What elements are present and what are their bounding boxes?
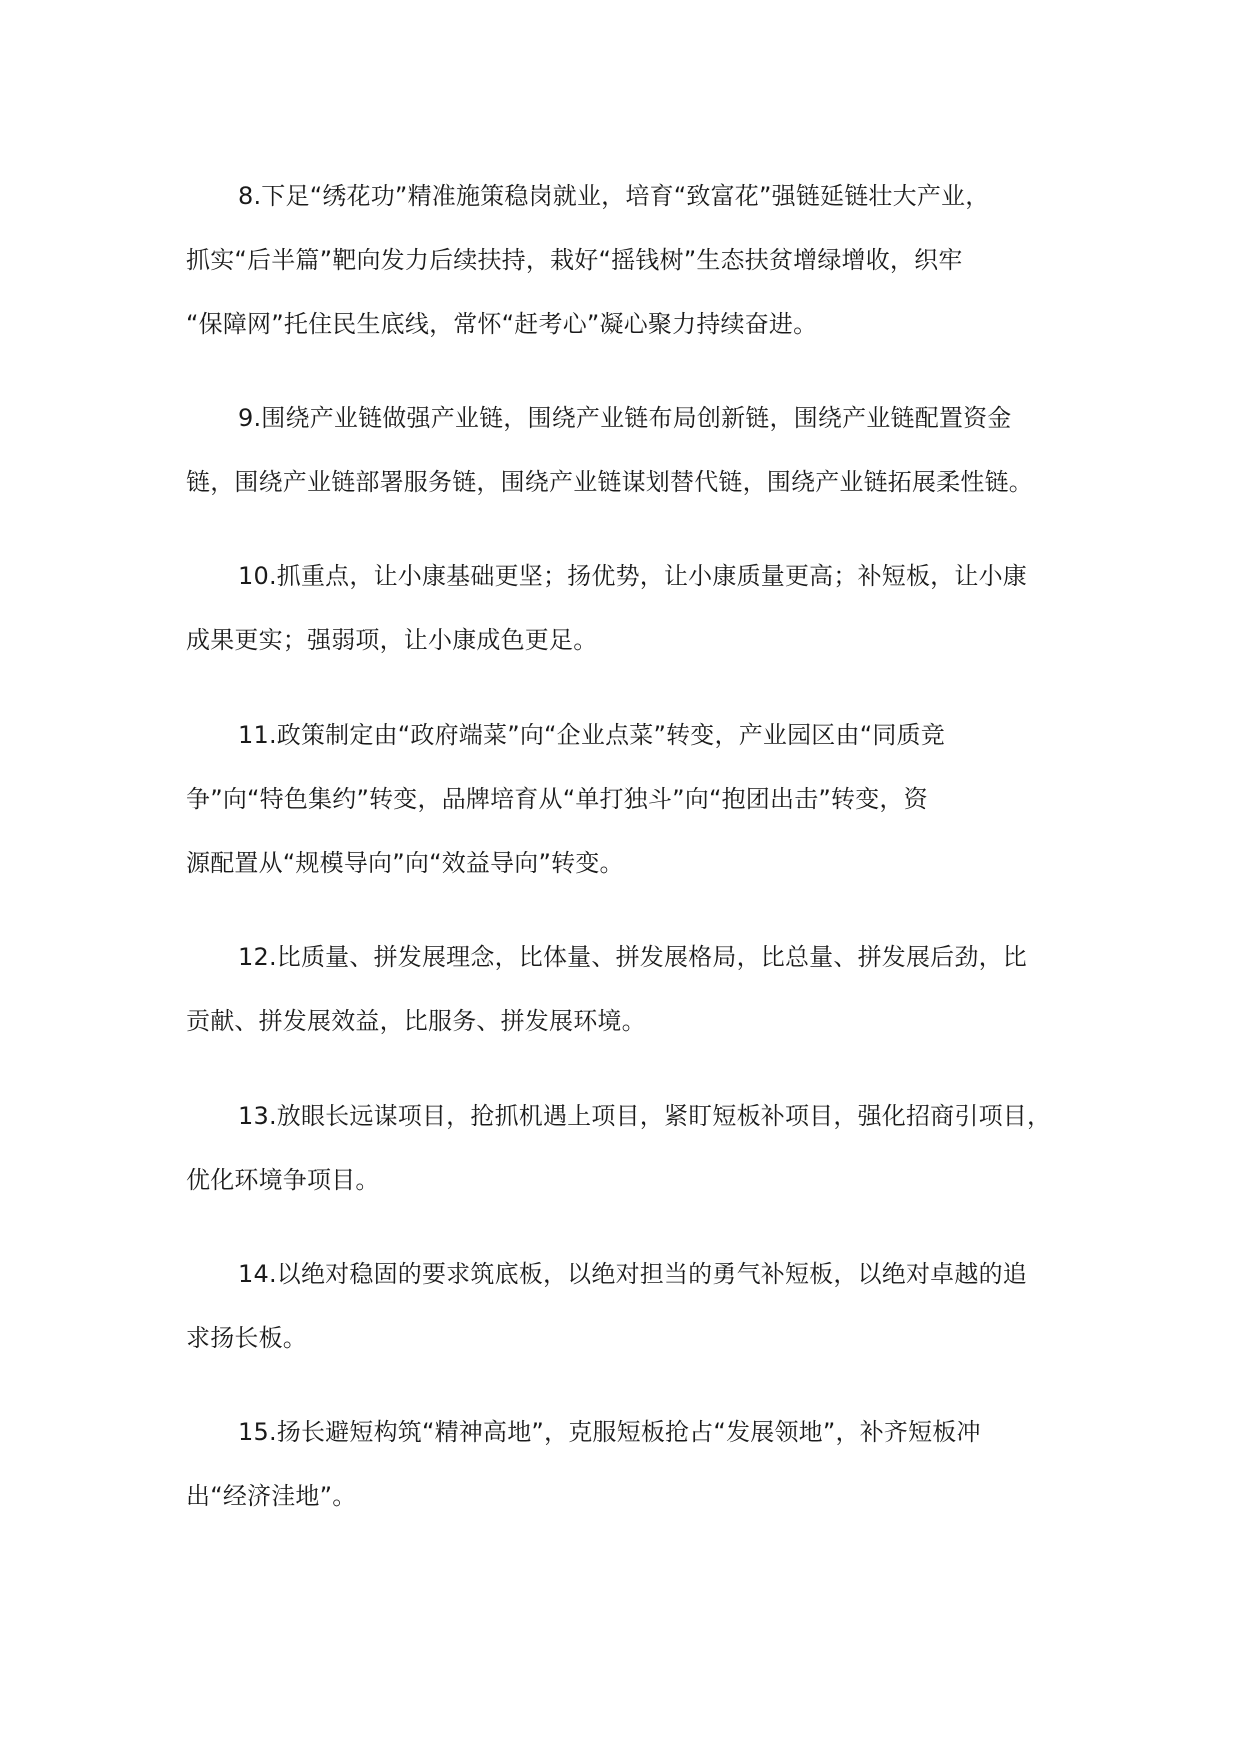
paragraph-line: “保障网”托住民生底线，常怀“赶考心”凝心聚力持续奋进。 [186,310,818,338]
paragraph-line: 14.以绝对稳固的要求筑底板，以绝对担当的勇气补短板，以绝对卓越的追 [238,1260,1027,1288]
paragraph-line: 10.抓重点，让小康基础更坚；扬优势，让小康质量更高；补短板，让小康 [238,562,1027,590]
paragraph-13 [186,1084,1066,1212]
paragraph-line: 8.下足“绣花功”精准施策稳岗就业，培育“致富花”强链延链壮大产业， [238,182,990,210]
paragraph-line: 9.围绕产业链做强产业链，围绕产业链布局创新链，围绕产业链配置资金 [238,404,1012,432]
paragraph-line: 出“经济洼地”。 [186,1482,357,1510]
paragraph-line: 15.扬长避短构筑“精神高地”，克服短板抢占“发展领地”，补齐短板冲 [238,1418,981,1446]
paragraph-15 [186,1400,1066,1528]
paragraph-line: 源配置从“规模导向”向“效益导向”转变。 [186,849,624,877]
paragraph-line: 求扬长板。 [186,1324,307,1352]
paragraph-line: 11.政策制定由“政府端菜”向“企业点菜”转变，产业园区由“同质竞 [238,721,945,749]
paragraph-14 [186,1242,1066,1370]
paragraph-9 [186,386,1066,514]
paragraph-11 [186,703,1066,895]
paragraph-10 [186,544,1066,672]
paragraph-line: 贡献、拼发展效益，比服务、拼发展环境。 [186,1007,646,1035]
paragraph-line: 12.比质量、拼发展理念，比体量、拼发展格局，比总量、拼发展后劲，比 [238,943,1027,971]
paragraph-12 [186,925,1066,1053]
paragraph-line: 抓实“后半篇”靶向发力后续扶持，栽好“摇钱树”生态扶贫增绿增收，织牢 [186,246,963,274]
paragraph-8 [186,164,1066,356]
paragraph-line: 13.放眼长远谋项目，抢抓机遇上项目，紧盯短板补项目，强化招商引项目， [238,1102,1052,1130]
paragraph-line: 争”向“特色集约”转变，品牌培育从“单打独斗”向“抱团出击”转变，资 [186,785,928,813]
paragraph-line: 链，围绕产业链部署服务链，围绕产业链谋划替代链，围绕产业链拓展柔性链。 [186,468,1033,496]
paragraph-line: 成果更实；强弱项，让小康成色更足。 [186,626,598,654]
paragraph-line: 优化环境争项目。 [186,1166,380,1194]
